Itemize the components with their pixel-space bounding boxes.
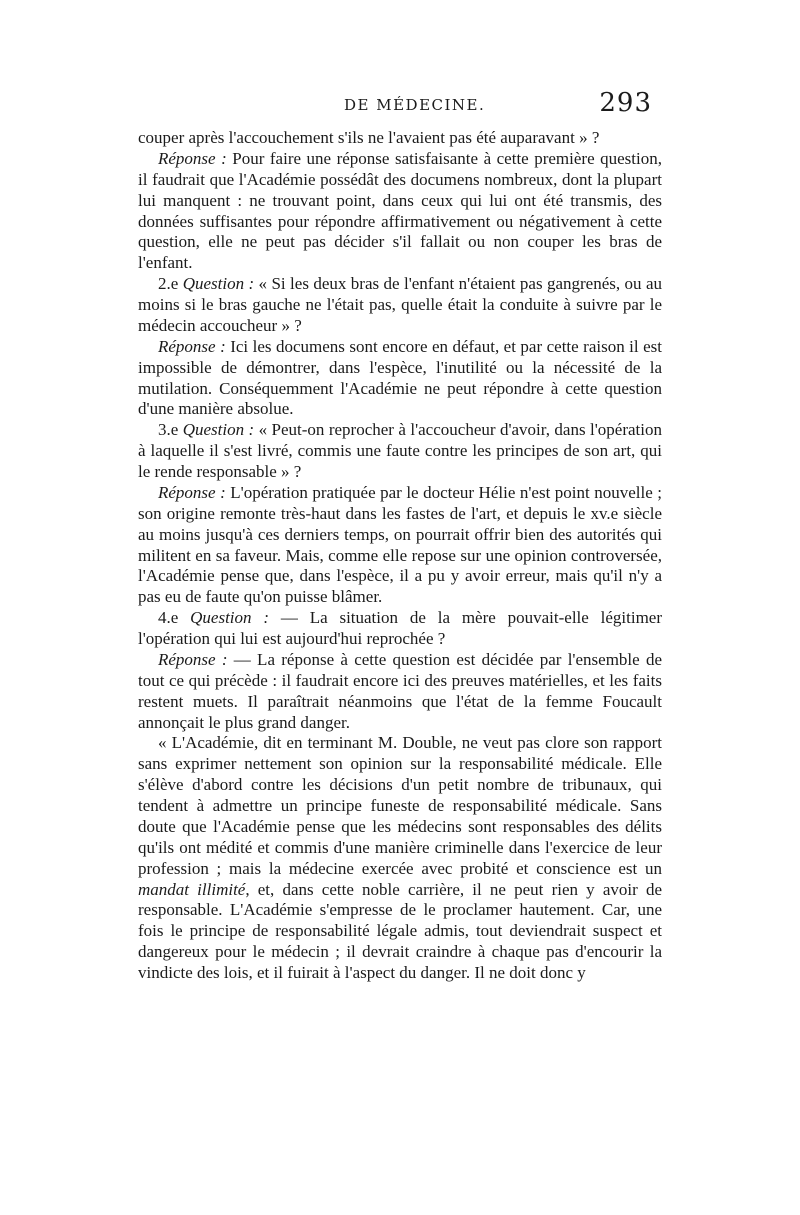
page-header [148, 88, 660, 128]
paragraph [138, 420, 662, 483]
text-run: 2.e [158, 274, 183, 294]
text-run: — La situation de la mère pouvait-elle légitimer l'opération qui lui est aujourd'hui reprochée ? [138, 608, 663, 648]
italic-run: Réponse : [158, 336, 226, 356]
italic-run: mandat illimité [138, 879, 246, 899]
italic-run: Question : [182, 420, 255, 440]
paragraph [138, 149, 662, 274]
text-run: Pour faire une réponse satisfaisante à cette première question, il faudrait que l'Académie possédât des documens nombreux, dont la plupart lui manquent : ne trouvant point, dans ceux qui lui ont été transmis, des données suffisantes pour répondre affirmativement ou négativement à cette question, elle ne peut pas décider s'il fallait ou non couper les bras de l'enfant. [138, 148, 662, 273]
paragraph [138, 337, 662, 421]
text-run: 3.e [158, 420, 183, 440]
text-run: L'opération pratiquée par le docteur Hélie n'est point nouvelle ; son origine remonte très-haut dans les fastes de l'art, et depuis le xv.e siècle au moins jusqu'à ces derniers temps, on pourrait offrir bien des autorités qui militent en sa faveur. Mais, comme elle repose sur une opinion controversée, l'Académie pense que, dans l'espèce, il a pu y avoir erreur, mais qu'il n'y a pas eu de faute qu'on puisse blâmer. [138, 482, 662, 607]
text-run: « Si les deux bras de l'enfant n'étaient pas gangrenés, ou au moins si le bras gauche ne l'était pas, quelle était la conduite à suivre par le médecin accoucheur » ? [138, 274, 662, 335]
italic-run: Question : [190, 608, 270, 628]
paragraph [138, 733, 662, 984]
paragraph [138, 650, 662, 734]
body-text [138, 128, 662, 984]
running-title: DE MÉDECINE. [344, 96, 486, 114]
page-number: 293 [599, 88, 652, 118]
italic-run: Réponse : [158, 482, 226, 502]
paragraph [138, 608, 662, 650]
text-run: 4.e [158, 608, 191, 628]
text-run: « Peut-on reprocher à l'accoucheur d'avoir, dans l'opération à laquelle il s'est livré, commis une faute contre les principes de son art, qui le rende responsable » ? [138, 420, 662, 481]
text-run: couper après l'accouchement s'ils ne l'avaient pas été auparavant » ? [138, 128, 600, 147]
text-run: Ici les documens sont encore en défaut, et par cette raison il est impossible de démontrer, dans l'espèce, l'inutilité ou la nécessité de la mutilation. Conséquemment l'Académie ne peut répondre à cette question d'une manière absolue. [138, 336, 662, 419]
paragraph [138, 274, 662, 337]
italic-run: Réponse : [158, 148, 227, 168]
italic-run: Réponse : [158, 649, 228, 669]
paragraph [138, 128, 662, 149]
text-run: — La réponse à cette question est décidée par l'ensemble de tout ce qui précède : il faudrait encore ici des preuves matérielles, et les faits restent muets. Il paraîtrait néanmoins que l'état de la femme Foucault annonçait le plus grand danger. [138, 649, 662, 732]
text-run: , et, dans cette noble carrière, il ne peut rien y avoir de responsable. L'Académie s'empresse de le proclamer hautement. Car, une fois le principe de responsabilité légale admis, tout deviendrait suspect et dangereux pour le médecin ; il devrait craindre à chaque pas d'encourir la vindicte des lois, et il fuirait à l'aspect du danger. Il ne doit donc y [138, 879, 662, 982]
text-run: « L'Académie, dit en terminant M. Double, ne veut pas clore son rapport sans exprimer nettement son opinion sur la responsabilité médicale. Elle s'élève d'abord contre les décisions d'un petit nombre de tribunaux, qui tendent à admettre un principe funeste de responsabilité médicale. Sans doute que l'Académie pense que les médecins sont responsables des délits qu'ils ont médité et commis d'une manière criminelle dans l'exercice de leur profession ; mais la médecine exercée avec probité et conscience est un [138, 733, 662, 878]
italic-run: Question : [182, 274, 255, 294]
paragraph [138, 483, 662, 608]
